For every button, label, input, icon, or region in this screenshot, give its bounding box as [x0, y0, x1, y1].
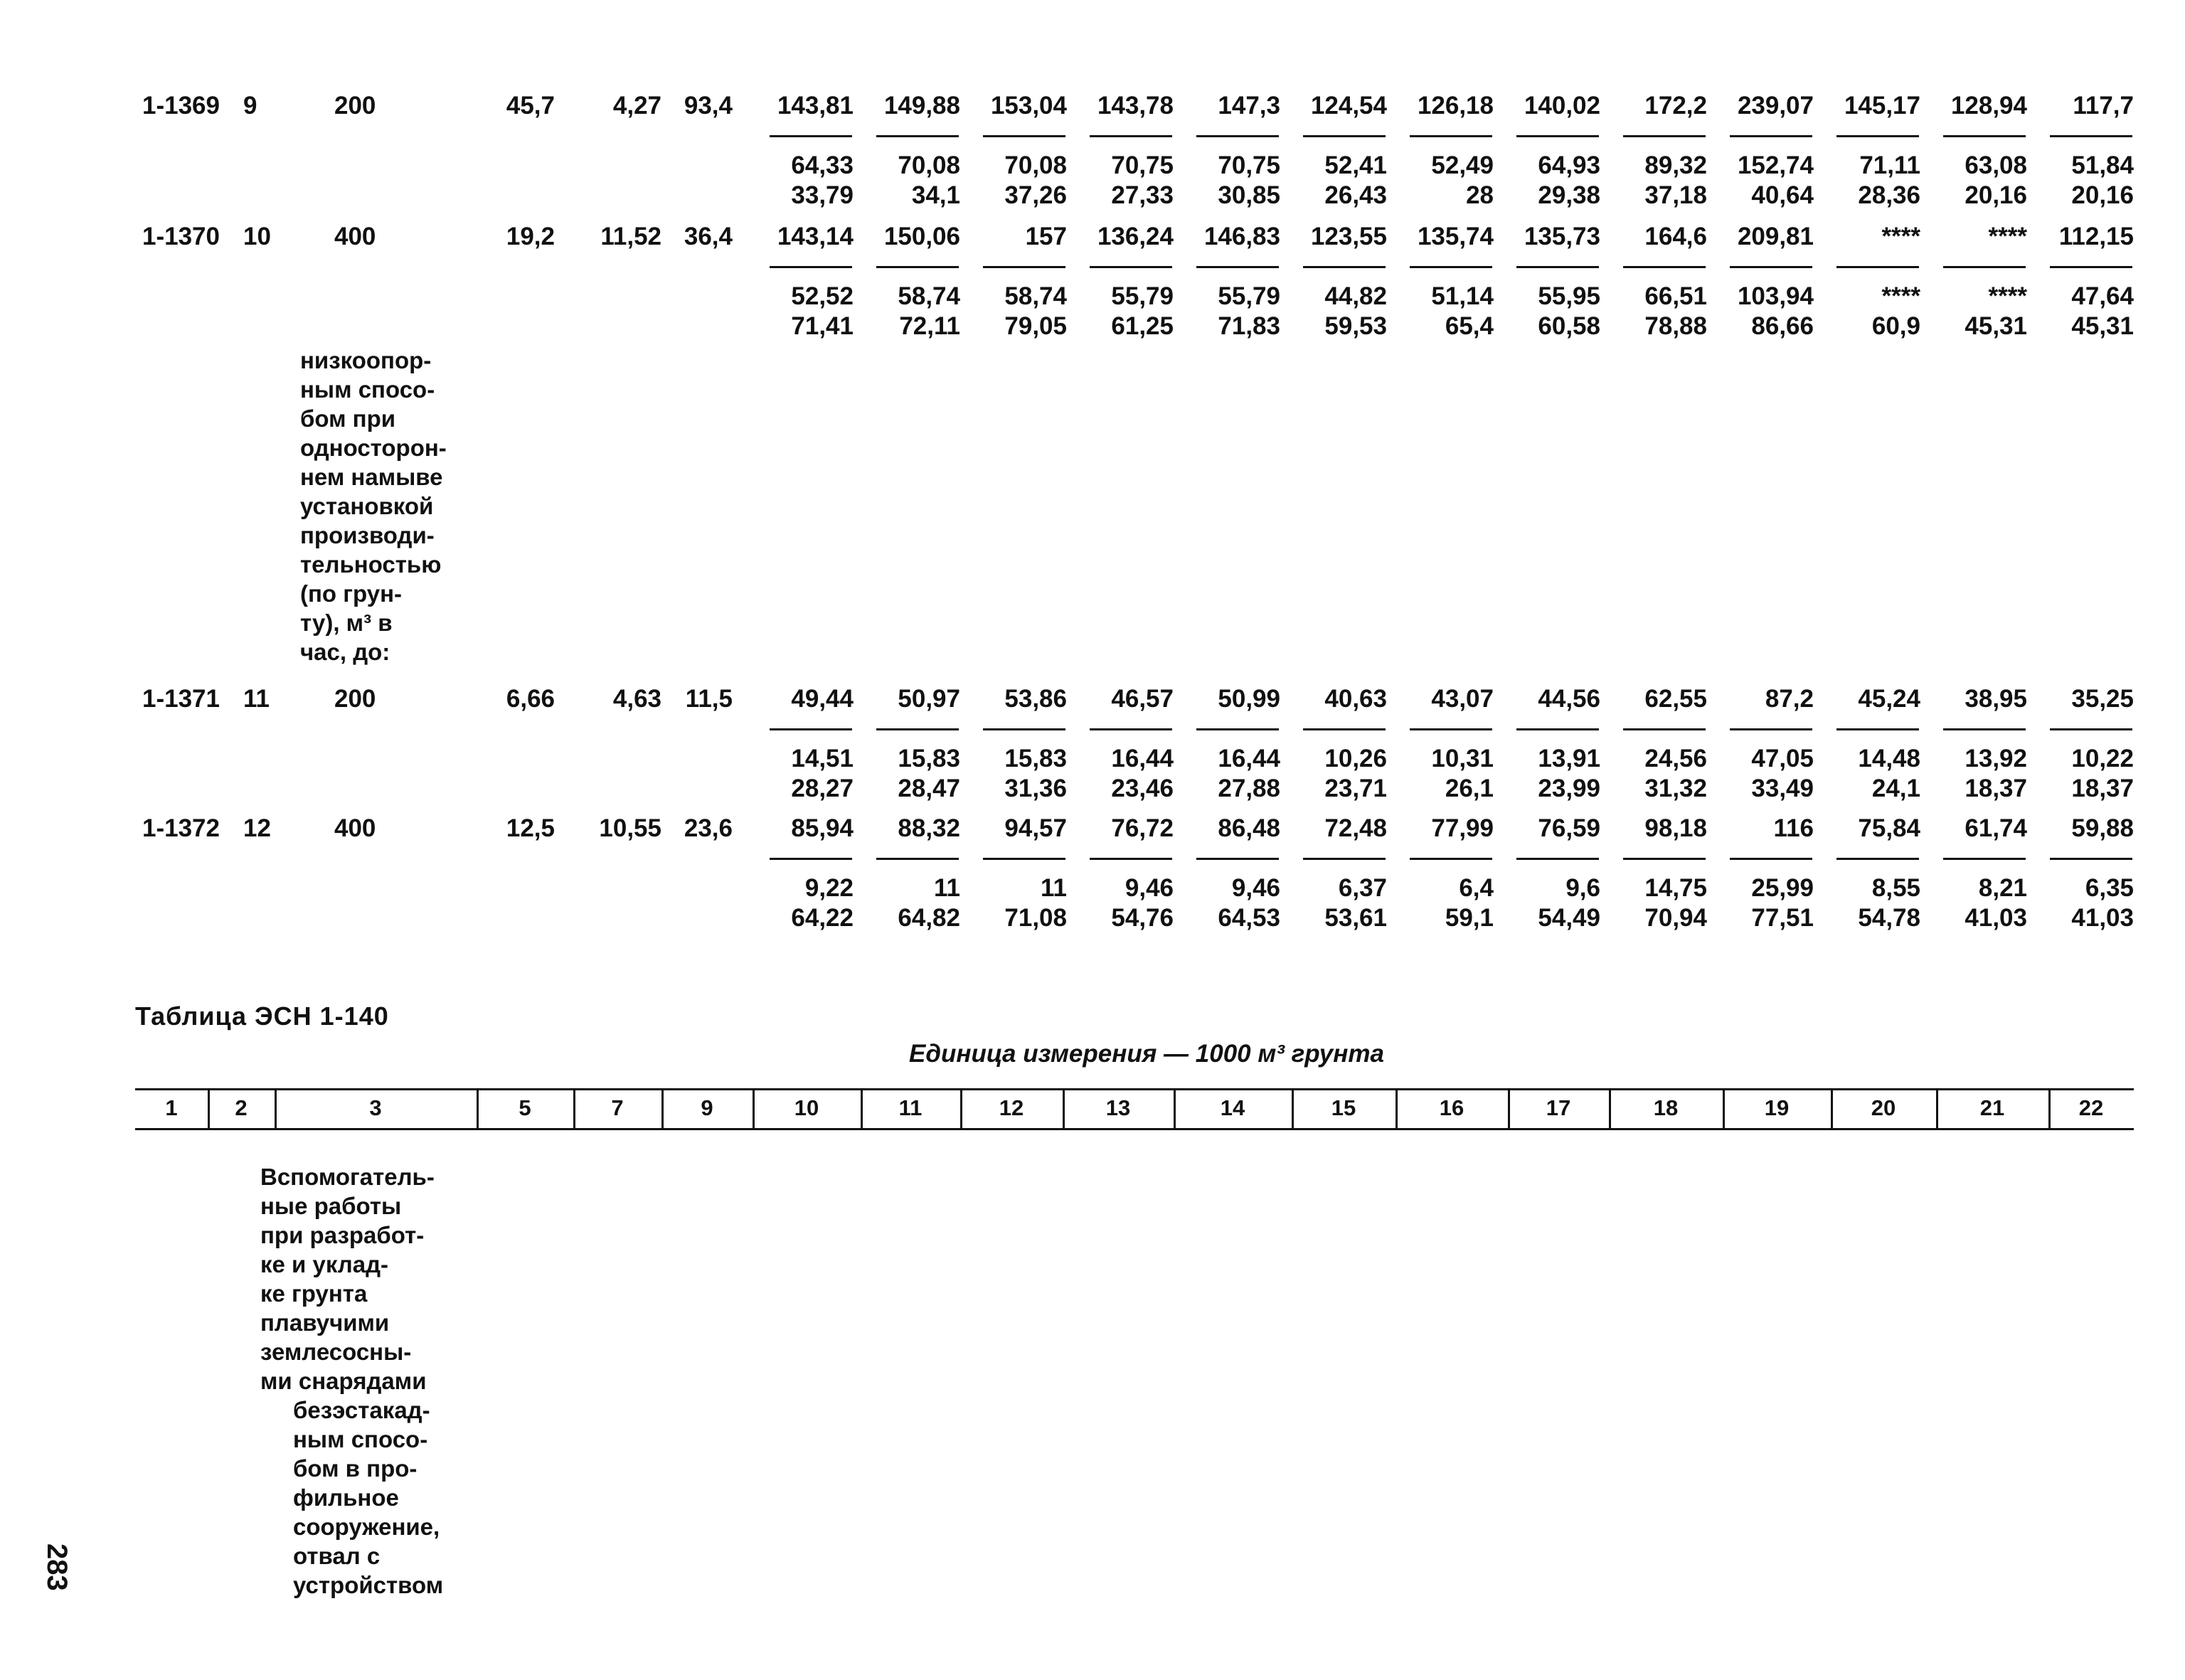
header-top-rule: [135, 1088, 2134, 1090]
col5-value: 45,7: [506, 92, 555, 119]
cost-wages: 13,92: [1965, 745, 2027, 772]
cost-total: 239,07: [1737, 92, 1814, 119]
header-col: 16: [1439, 1095, 1464, 1120]
header-divider: [2048, 1090, 2051, 1128]
header-col: 2: [235, 1095, 248, 1120]
header-divider: [861, 1090, 863, 1128]
fraction-bar: [770, 728, 852, 730]
row-number: 10: [243, 223, 271, 250]
header-col: 1: [165, 1095, 178, 1120]
cost-wages: 16,44: [1111, 745, 1174, 772]
description-aux-works: Вспомогатель- ные работы при разработ- ке и уклад- ке грунта плавучими землесосны- ми снарядами: [260, 1164, 435, 1394]
cost-machines: 64,82: [898, 904, 960, 932]
header-divider: [275, 1090, 277, 1128]
fraction-bar: [983, 858, 1065, 860]
fraction-bar: [770, 266, 852, 268]
cost-machines: 34,1: [911, 181, 960, 209]
fraction-bar: [1090, 858, 1172, 860]
fraction-bar: [876, 266, 959, 268]
header-col: 12: [999, 1095, 1024, 1120]
header-divider: [208, 1090, 210, 1128]
row-number: 11: [243, 685, 270, 713]
cost-total: 149,88: [883, 92, 960, 119]
cost-total: 136,24: [1097, 223, 1174, 250]
cost-machines: 26,1: [1445, 775, 1494, 802]
cost-machines: 30,85: [1218, 181, 1280, 209]
cost-total: 126,18: [1417, 92, 1494, 119]
cost-machines: 71,41: [791, 312, 854, 340]
header-divider: [753, 1090, 755, 1128]
header-col: 19: [1764, 1095, 1790, 1120]
fraction-bar: [1836, 728, 1919, 730]
cost-wages: 15,83: [1004, 745, 1067, 772]
cost-total: 75,84: [1858, 814, 1920, 842]
cost-machines: 45,31: [2071, 312, 2134, 340]
cost-machines: 40,64: [1751, 181, 1814, 209]
fraction-bar: [876, 858, 959, 860]
col9-value: 11,5: [685, 685, 733, 713]
cost-machines: 28: [1466, 181, 1494, 209]
header-divider: [1063, 1090, 1065, 1128]
cost-total: 116: [1773, 814, 1814, 842]
cost-total: 88,32: [898, 814, 960, 842]
header-col: 11: [898, 1095, 923, 1120]
cost-total: 143,78: [1097, 92, 1174, 119]
cost-wages: 10,26: [1324, 745, 1387, 772]
col5-value: 12,5: [506, 814, 555, 842]
cost-machines: 18,37: [1965, 775, 2027, 802]
cost-total: 123,55: [1310, 223, 1387, 250]
cost-total: 147,3: [1218, 92, 1280, 119]
cost-total: 86,48: [1218, 814, 1280, 842]
cost-machines: 28,47: [898, 775, 960, 802]
col5-value: 19,2: [506, 223, 555, 250]
cost-total: 135,74: [1417, 223, 1494, 250]
cost-machines: 24,1: [1871, 775, 1920, 802]
fraction-bar: [1196, 266, 1279, 268]
cost-total: 143,81: [777, 92, 854, 119]
header-divider: [661, 1090, 664, 1128]
cost-wages: 52,41: [1324, 151, 1387, 179]
header-col: 21: [1979, 1095, 2005, 1120]
fraction-bar: [2050, 266, 2132, 268]
header-col: 5: [519, 1095, 531, 1120]
cost-wages: 55,79: [1111, 282, 1174, 310]
fraction-bar: [1730, 266, 1812, 268]
col7-value: 4,63: [612, 685, 661, 713]
cost-wages: 24,56: [1644, 745, 1707, 772]
row-number: 9: [243, 92, 257, 119]
header-divider: [1936, 1090, 1938, 1128]
page-number: 283: [41, 1543, 73, 1591]
cost-wages: 70,75: [1111, 151, 1174, 179]
cost-machines: 77,51: [1751, 904, 1814, 932]
fraction-bar: [1516, 728, 1599, 730]
cost-total: 50,99: [1218, 685, 1280, 713]
row-code: 1-1370: [142, 223, 220, 250]
cost-machines: 41,03: [2071, 904, 2134, 932]
fraction-bar: [1730, 728, 1812, 730]
cost-wages: 15,83: [898, 745, 960, 772]
header-col: 18: [1653, 1095, 1679, 1120]
cost-total: 150,06: [883, 223, 960, 250]
cost-wages: ****: [1881, 282, 1920, 310]
cost-wages: 10,22: [2071, 745, 2134, 772]
cost-machines: 37,26: [1004, 181, 1067, 209]
cost-machines: 60,58: [1538, 312, 1600, 340]
fraction-bar: [983, 266, 1065, 268]
header-divider: [1508, 1090, 1510, 1128]
header-col: 10: [794, 1095, 819, 1120]
fraction-bar: [983, 135, 1065, 137]
cost-machines: 54,76: [1111, 904, 1174, 932]
cost-machines: 54,78: [1858, 904, 1920, 932]
cost-wages: 55,79: [1218, 282, 1280, 310]
cost-total: 124,54: [1310, 92, 1387, 119]
unit-line: Единица измерения — 1000 м³ грунта: [909, 1040, 1384, 1068]
fraction-bar: [1516, 266, 1599, 268]
cost-wages: 51,14: [1431, 282, 1494, 310]
fraction-bar: [1303, 266, 1386, 268]
description-low-pressure: низкоопор- ным спосо- бом при односторон- нем намыве установкой производи- тельностью (по грун- ту), м³ в час, до:: [300, 347, 447, 665]
cost-total: 43,07: [1431, 685, 1494, 713]
col7-value: 4,27: [612, 92, 661, 119]
row-code: 1-1372: [142, 814, 220, 842]
cost-total: 135,73: [1524, 223, 1600, 250]
row-capacity: 200: [334, 685, 376, 713]
cost-machines: 33,79: [791, 181, 854, 209]
col7-value: 11,52: [600, 223, 661, 250]
cost-total: 85,94: [791, 814, 854, 842]
fraction-bar: [2050, 858, 2132, 860]
fraction-bar: [1836, 266, 1919, 268]
header-col: 22: [2078, 1095, 2104, 1120]
row-capacity: 200: [334, 92, 376, 119]
cost-total: 72,48: [1324, 814, 1387, 842]
header-divider: [573, 1090, 575, 1128]
cost-total: 46,57: [1111, 685, 1174, 713]
cost-machines: 37,18: [1644, 181, 1707, 209]
cost-total: ****: [1988, 223, 2027, 250]
cost-wages: 52,52: [791, 282, 854, 310]
cost-wages: 16,44: [1218, 745, 1280, 772]
cost-total: 98,18: [1644, 814, 1707, 842]
fraction-bar: [1836, 135, 1919, 137]
fraction-bar: [876, 135, 959, 137]
cost-wages: 25,99: [1751, 874, 1814, 902]
cost-machines: 78,88: [1644, 312, 1707, 340]
cost-total: 44,56: [1538, 685, 1600, 713]
cost-total: 145,17: [1844, 92, 1920, 119]
header-bottom-rule: [135, 1128, 2134, 1130]
cost-total: 87,2: [1765, 685, 1814, 713]
cost-total: 62,55: [1644, 685, 1707, 713]
cost-wages: 51,84: [2071, 151, 2134, 179]
cost-machines: 31,36: [1004, 775, 1067, 802]
fraction-bar: [1623, 266, 1706, 268]
cost-machines: 71,08: [1004, 904, 1067, 932]
cost-total: 53,86: [1004, 685, 1067, 713]
cost-machines: 54,49: [1538, 904, 1600, 932]
cost-wages: 9,46: [1125, 874, 1174, 902]
cost-total: 76,59: [1538, 814, 1600, 842]
cost-machines: 27,33: [1111, 181, 1174, 209]
fraction-bar: [2050, 728, 2132, 730]
cost-machines: 72,11: [899, 312, 960, 340]
cost-total: 164,6: [1644, 223, 1707, 250]
fraction-bar: [1196, 858, 1279, 860]
cost-machines: 27,88: [1218, 775, 1280, 802]
cost-machines: 33,49: [1751, 775, 1814, 802]
cost-machines: 28,27: [791, 775, 854, 802]
table-title: Таблица ЭСН 1-140: [135, 1001, 389, 1031]
cost-machines: 79,05: [1004, 312, 1067, 340]
cost-wages: 66,51: [1644, 282, 1707, 310]
header-divider: [960, 1090, 962, 1128]
fraction-bar: [1410, 266, 1492, 268]
cost-wages: ****: [1988, 282, 2027, 310]
cost-total: 157: [1025, 223, 1067, 250]
cost-wages: 11: [1041, 874, 1067, 902]
cost-wages: 11: [934, 874, 960, 902]
cost-machines: 41,03: [1965, 904, 2027, 932]
col7-value: 10,55: [599, 814, 661, 842]
cost-machines: 86,66: [1751, 312, 1814, 340]
fraction-bar: [1196, 728, 1279, 730]
header-col: 17: [1546, 1095, 1571, 1120]
cost-wages: 52,49: [1431, 151, 1494, 179]
header-divider: [1609, 1090, 1611, 1128]
cost-machines: 23,99: [1538, 775, 1600, 802]
cost-wages: 14,75: [1644, 874, 1707, 902]
fraction-bar: [1303, 135, 1386, 137]
fraction-bar: [1516, 135, 1599, 137]
cost-machines: 59,53: [1324, 312, 1387, 340]
cost-wages: 9,46: [1231, 874, 1280, 902]
cost-machines: 29,38: [1538, 181, 1600, 209]
cost-total: 45,24: [1858, 685, 1920, 713]
cost-total: 61,74: [1965, 814, 2027, 842]
cost-wages: 44,82: [1324, 282, 1387, 310]
cost-wages: 9,6: [1565, 874, 1600, 902]
cost-wages: 14,48: [1858, 745, 1920, 772]
cost-total: 50,97: [898, 685, 960, 713]
cost-wages: 70,75: [1218, 151, 1280, 179]
fraction-bar: [1623, 728, 1706, 730]
fraction-bar: [1943, 135, 2026, 137]
header-col: 15: [1331, 1095, 1356, 1120]
cost-machines: 70,94: [1644, 904, 1707, 932]
fraction-bar: [876, 728, 959, 730]
cost-machines: 71,83: [1218, 312, 1280, 340]
cost-wages: 13,91: [1538, 745, 1600, 772]
header-col: 20: [1871, 1095, 1896, 1120]
cost-total: 143,14: [777, 223, 854, 250]
cost-machines: 59,1: [1445, 904, 1494, 932]
cost-wages: 89,32: [1644, 151, 1707, 179]
cost-total: 117,7: [2073, 92, 2134, 119]
cost-machines: 18,37: [2071, 775, 2134, 802]
cost-wages: 6,4: [1459, 874, 1494, 902]
cost-wages: 103,94: [1737, 282, 1814, 310]
header-col: 3: [369, 1095, 382, 1120]
cost-total: 94,57: [1004, 814, 1067, 842]
cost-machines: 64,53: [1218, 904, 1280, 932]
cost-total: 112,15: [2058, 223, 2134, 250]
header-col: 7: [611, 1095, 624, 1120]
cost-machines: 64,22: [791, 904, 854, 932]
fraction-bar: [770, 858, 852, 860]
fraction-bar: [1410, 728, 1492, 730]
fraction-bar: [1623, 858, 1706, 860]
cost-machines: 45,31: [1965, 312, 2027, 340]
row-code: 1-1371: [142, 685, 220, 713]
col9-value: 93,4: [684, 92, 733, 119]
description-aux-method: безэстакад- ным спосо- бом в про- фильное сооружение, отвал с устройством: [293, 1397, 444, 1598]
fraction-bar: [1090, 135, 1172, 137]
fraction-bar: [1836, 858, 1919, 860]
fraction-bar: [983, 728, 1065, 730]
cost-machines: 26,43: [1324, 181, 1387, 209]
row-capacity: 400: [334, 223, 376, 250]
cost-machines: 23,46: [1111, 775, 1174, 802]
fraction-bar: [1516, 858, 1599, 860]
fraction-bar: [1090, 266, 1172, 268]
cost-machines: 53,61: [1324, 904, 1387, 932]
cost-wages: 70,08: [898, 151, 960, 179]
cost-machines: 31,32: [1644, 775, 1707, 802]
cost-wages: 6,37: [1338, 874, 1387, 902]
fraction-bar: [1303, 858, 1386, 860]
cost-wages: 64,93: [1538, 151, 1600, 179]
cost-total: 146,83: [1203, 223, 1280, 250]
cost-machines: 20,16: [2071, 181, 2134, 209]
cost-wages: 8,55: [1871, 874, 1920, 902]
cost-total: 209,81: [1737, 223, 1814, 250]
row-code: 1-1369: [142, 92, 220, 119]
cost-total: 59,88: [2071, 814, 2134, 842]
row-number: 12: [243, 814, 271, 842]
cost-wages: 47,64: [2071, 282, 2134, 310]
header-divider: [1723, 1090, 1725, 1128]
fraction-bar: [1303, 728, 1386, 730]
cost-total: 128,94: [1950, 92, 2027, 119]
cost-wages: 55,95: [1538, 282, 1600, 310]
header-divider: [1831, 1090, 1833, 1128]
cost-machines: 60,9: [1871, 312, 1920, 340]
cost-wages: 152,74: [1737, 151, 1814, 179]
cost-wages: 70,08: [1004, 151, 1067, 179]
cost-wages: 10,31: [1431, 745, 1494, 772]
fraction-bar: [1730, 135, 1812, 137]
cost-wages: 6,35: [2085, 874, 2134, 902]
header-divider: [1395, 1090, 1398, 1128]
fraction-bar: [770, 135, 852, 137]
cost-machines: 65,4: [1445, 312, 1494, 340]
cost-machines: 23,71: [1324, 775, 1387, 802]
cost-total: 153,04: [990, 92, 1067, 119]
fraction-bar: [1410, 135, 1492, 137]
header-divider: [1292, 1090, 1294, 1128]
cost-wages: 9,22: [804, 874, 854, 902]
fraction-bar: [1196, 135, 1279, 137]
col9-value: 23,6: [684, 814, 733, 842]
cost-total: 38,95: [1965, 685, 2027, 713]
cost-total: 40,63: [1324, 685, 1387, 713]
cost-wages: 63,08: [1965, 151, 2027, 179]
cost-wages: 47,05: [1751, 745, 1814, 772]
cost-total: 172,2: [1644, 92, 1707, 119]
cost-wages: 58,74: [898, 282, 960, 310]
cost-total: 35,25: [2071, 685, 2134, 713]
cost-wages: 58,74: [1004, 282, 1067, 310]
cost-total: ****: [1881, 223, 1920, 250]
fraction-bar: [1943, 728, 2026, 730]
fraction-bar: [1943, 266, 2026, 268]
cost-wages: 14,51: [791, 745, 854, 772]
col5-value: 6,66: [506, 685, 555, 713]
fraction-bar: [1623, 135, 1706, 137]
cost-machines: 28,36: [1858, 181, 1920, 209]
cost-total: 140,02: [1524, 92, 1600, 119]
cost-wages: 64,33: [791, 151, 854, 179]
header-divider: [477, 1090, 479, 1128]
header-col: 14: [1220, 1095, 1245, 1120]
cost-total: 76,72: [1111, 814, 1174, 842]
header-col: 13: [1105, 1095, 1131, 1120]
cost-machines: 61,25: [1111, 312, 1174, 340]
fraction-bar: [1730, 858, 1812, 860]
header-col: 9: [701, 1095, 713, 1120]
row-capacity: 400: [334, 814, 376, 842]
cost-wages: 8,21: [1978, 874, 2027, 902]
cost-total: 49,44: [791, 685, 854, 713]
cost-wages: 71,11: [1859, 151, 1920, 179]
fraction-bar: [1410, 858, 1492, 860]
col9-value: 36,4: [684, 223, 733, 250]
fraction-bar: [1943, 858, 2026, 860]
fraction-bar: [2050, 135, 2132, 137]
fraction-bar: [1090, 728, 1172, 730]
header-divider: [1174, 1090, 1176, 1128]
cost-total: 77,99: [1431, 814, 1494, 842]
cost-machines: 20,16: [1965, 181, 2027, 209]
